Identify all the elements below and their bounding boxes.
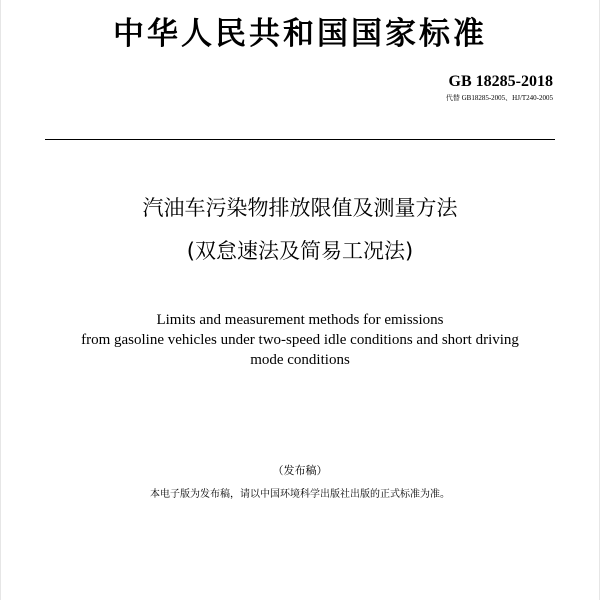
english-title-line-1: Limits and measurement methods for emissions (156, 312, 444, 328)
release-draft-note: 本电子版为发布稿，请以中国环境科学出版社出版的正式标准为准。 (150, 489, 450, 500)
issuing-authority-heading: 中华人民共和国国家标准 (113, 16, 487, 52)
english-title-line-3: mode conditions (250, 352, 350, 368)
header-divider (45, 139, 555, 140)
english-title-line-2: from gasoline vehicles under two-speed idle conditions and short driving (81, 332, 519, 348)
standard-number-block (446, 72, 553, 103)
chinese-title-line-2: (双怠速法及简易工况法) (186, 239, 414, 263)
english-title (1, 310, 599, 370)
standard-number: GB 18285-2018 (448, 73, 553, 90)
chinese-title-line-1: 汽油车污染物排放限值及测量方法 (142, 196, 458, 220)
release-draft-label: （发布稿） (272, 464, 328, 477)
replaced-standards: 代替 GB18285-2005、HJ/T240-2005 (445, 94, 553, 102)
